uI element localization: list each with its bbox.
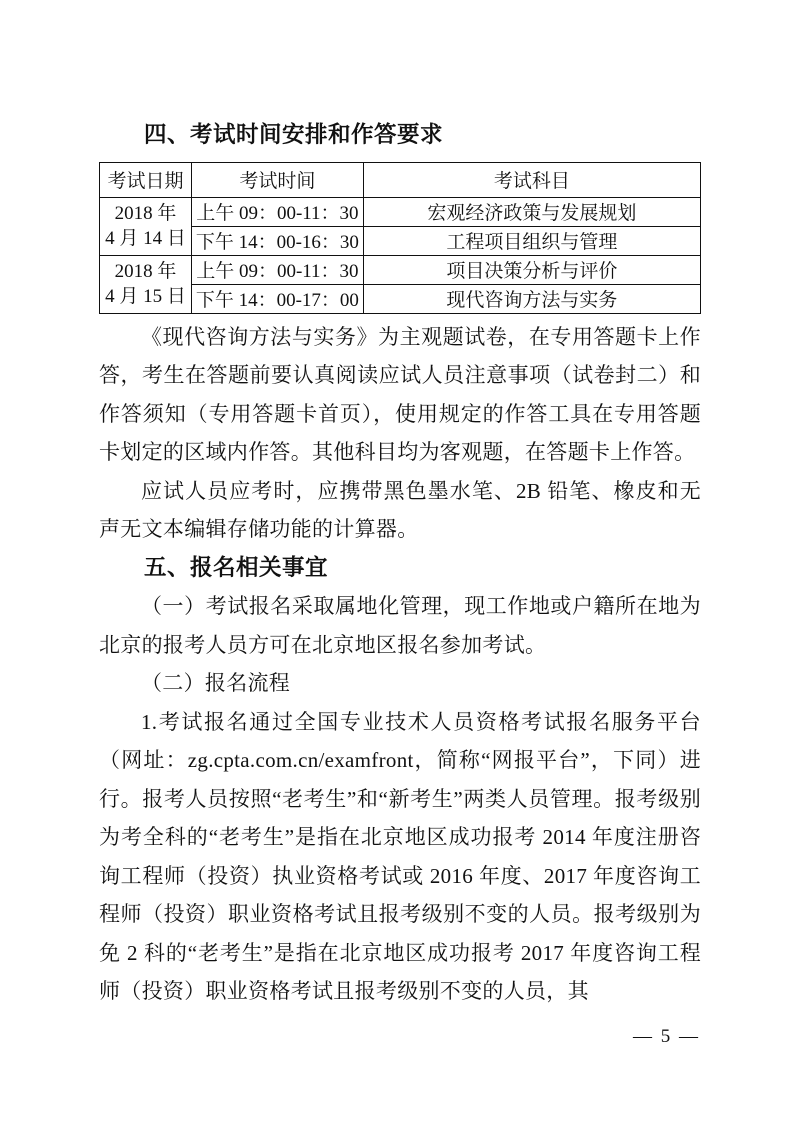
exam-subject-cell: 宏观经济政策与发展规划	[363, 197, 700, 226]
exam-date-line2: 4 月 15 日	[105, 286, 186, 307]
page-number: — 5 —	[633, 1026, 700, 1047]
exam-time-cell: 上午 09：00-11：30	[191, 255, 363, 284]
paragraph-registration-platform: 1.考试报名通过全国专业技术人员资格考试报名服务平台（网址：zg.cpta.com.cn/examfront，简称“网报平台”，下同）进行。报考人员按照“老考生”和“新考生”两类人员管理。报考级别为考全科的“老考生”是指在北京地区成功报考 2014 年度注册咨询工程师（投资）执业资格考试或 2016 年度、2017 年度咨询工程师（投资）职业资格考试且报考级别不变的人员。报考级别为免 2 科的“老考生”是指在北京地区成功报考 2017 年度咨询工程师（投资）职业资格考试且报考级别不变的人员，其	[99, 709, 701, 1003]
exam-subject-cell: 工程项目组织与管理	[363, 226, 700, 255]
exam-date-line1: 2018 年	[114, 261, 177, 282]
section4-heading: 四、考试时间安排和作答要求	[144, 122, 444, 147]
exam-date-line1: 2018 年	[114, 203, 177, 224]
section5-heading: 五、报名相关事宜	[144, 554, 329, 580]
exam-time-cell: 下午 14：00-16：30	[191, 226, 363, 255]
exam-subject-cell: 现代咨询方法与实务	[363, 284, 700, 313]
column-header-exam-date: 考试日期	[100, 162, 192, 197]
paragraph-allowed-items: 应试人员应考时，应携带黑色墨水笔、2B 铅笔、橡皮和无声无文本编辑存储功能的计算器。	[99, 478, 701, 541]
exam-date-line2: 4 月 14 日	[105, 228, 186, 249]
column-header-exam-subject: 考试科目	[363, 162, 700, 197]
exam-time-cell: 上午 09：00-11：30	[191, 197, 363, 226]
table-header-row	[100, 162, 701, 197]
exam-time-cell: 下午 14：00-17：00	[191, 284, 363, 313]
exam-date-cell	[100, 197, 192, 255]
paragraph-registration-locality: （一）考试报名采取属地化管理，现工作地或户籍所在地为北京的报考人员方可在北京地区报名参加考试。	[99, 594, 701, 657]
exam-date-cell	[100, 255, 192, 313]
exam-subject-cell: 项目决策分析与评价	[363, 255, 700, 284]
paragraph-registration-process-label: （二）报名流程	[141, 671, 291, 695]
paragraph-answer-requirements: 《现代咨询方法与实务》为主观题试卷，在专用答题卡上作答，考生在答题前要认真阅读应试人员注意事项（试卷封二）和作答须知（专用答题卡首页），使用规定的作答工具在专用答题卡划定的区域内作答。其他科目均为客观题，在答题卡上作答。	[99, 324, 701, 464]
table-row	[100, 197, 701, 226]
column-header-exam-time: 考试时间	[191, 162, 363, 197]
exam-schedule-table	[99, 162, 701, 314]
table-row	[100, 255, 701, 284]
